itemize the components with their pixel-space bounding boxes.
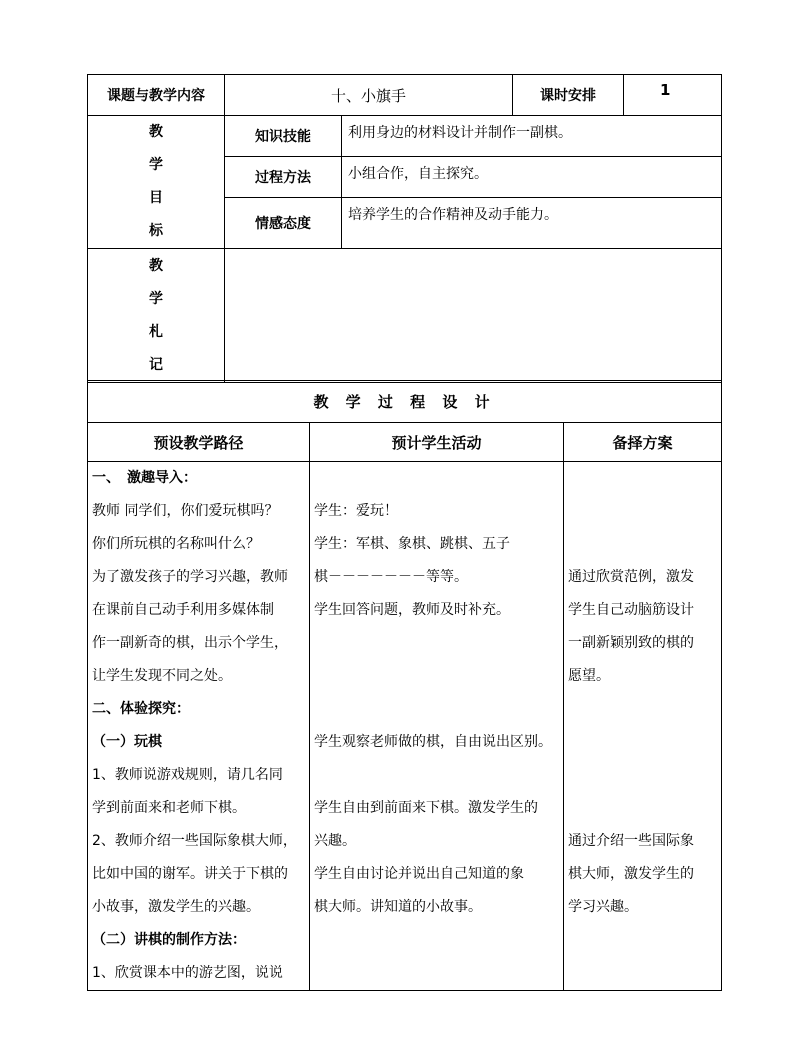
activity-line: 学生观察老师做的棋，自由说出区别。 bbox=[314, 734, 552, 750]
student-activity-cell bbox=[310, 462, 564, 991]
alternative-line bbox=[568, 462, 717, 495]
path-line: 为了激发孩子的学习兴趣，教师 bbox=[92, 569, 288, 585]
path-line: 1、欣赏课本中的游艺图，说说 bbox=[92, 965, 283, 981]
notes-label-char: 学 bbox=[149, 290, 163, 307]
process-title: 教 学 过 程 设 计 bbox=[88, 381, 722, 423]
goals-label-char: 标 bbox=[149, 223, 163, 239]
alternative-line bbox=[568, 726, 717, 759]
notes-vertical-label bbox=[88, 249, 225, 383]
teaching-path-cell bbox=[88, 462, 310, 991]
period-value: 1 bbox=[660, 81, 671, 99]
alternative-line bbox=[568, 957, 717, 990]
column-header-activity: 预计学生活动 bbox=[310, 423, 564, 462]
period-value-cell bbox=[624, 75, 722, 116]
path-line: （一）玩棋 bbox=[92, 734, 162, 750]
alternative-plan-cell bbox=[564, 462, 722, 991]
goals-vertical-label bbox=[88, 116, 225, 249]
path-line: 你们所玩棋的名称叫什么？ bbox=[92, 536, 260, 552]
process-table bbox=[87, 380, 722, 991]
goals-label-char: 学 bbox=[149, 157, 163, 173]
alternative-line bbox=[568, 924, 717, 957]
goal-name-process: 过程方法 bbox=[225, 156, 342, 197]
alternative-line: 愿望。 bbox=[568, 668, 610, 684]
activity-line: 学生：军棋、象棋、跳棋、五子 bbox=[314, 536, 510, 552]
activity-line bbox=[314, 924, 559, 957]
activity-line bbox=[314, 462, 559, 495]
path-line: 小故事，激发学生的兴趣。 bbox=[92, 899, 260, 915]
goals-label-char: 教 bbox=[149, 124, 163, 140]
alternative-line bbox=[568, 495, 717, 528]
activity-line: 学生：爱玩！ bbox=[314, 503, 398, 519]
column-header-alternative: 备择方案 bbox=[564, 423, 722, 462]
path-line: （二）讲棋的制作方法： bbox=[92, 932, 246, 948]
alternative-line: 通过介绍一些国际象 bbox=[568, 833, 694, 849]
alternative-line bbox=[568, 528, 717, 561]
activity-line: 棋－－－－－－－等等。 bbox=[314, 569, 468, 585]
goal-name-attitude: 情感态度 bbox=[225, 197, 342, 248]
goal-text-knowledge: 利用身边的材料设计并制作一副棋。 bbox=[342, 116, 722, 157]
path-line: 教师 同学们，你们爱玩棋吗？ bbox=[92, 503, 279, 519]
activity-line: 学生回答问题，教师及时补充。 bbox=[314, 602, 510, 618]
goal-text-attitude: 培养学生的合作精神及动手能力。 bbox=[342, 197, 722, 248]
column-header-path: 预设教学路径 bbox=[88, 423, 310, 462]
path-line: 2、教师介绍一些国际象棋大师， bbox=[92, 833, 297, 849]
path-line: 一、 激趣导入： bbox=[92, 470, 197, 486]
activity-line bbox=[314, 693, 559, 726]
goal-name-knowledge: 知识技能 bbox=[225, 116, 342, 157]
activity-line bbox=[314, 957, 559, 990]
alternative-line bbox=[568, 759, 717, 792]
alternative-line bbox=[568, 693, 717, 726]
notes-label-char: 札 bbox=[149, 323, 163, 340]
path-line: 让学生发现不同之处。 bbox=[92, 668, 232, 684]
alternative-line: 通过欣赏范例，激发 bbox=[568, 569, 694, 585]
activity-line bbox=[314, 660, 559, 693]
activity-line: 棋大师。讲知道的小故事。 bbox=[314, 899, 482, 915]
notes-label-char: 记 bbox=[149, 356, 163, 373]
path-line: 1、教师说游戏规则，请几名同 bbox=[92, 767, 283, 783]
alternative-line: 棋大师，激发学生的 bbox=[568, 866, 694, 882]
alternative-line: 学生自己动脑筋设计 bbox=[568, 602, 694, 618]
notes-label-char: 教 bbox=[149, 257, 163, 274]
path-line: 比如中国的谢军。讲关于下棋的 bbox=[92, 866, 288, 882]
alternative-line bbox=[568, 792, 717, 825]
lesson-title: 十、小旗手 bbox=[225, 75, 513, 116]
topic-label: 课题与教学内容 bbox=[88, 75, 225, 116]
notes-content bbox=[225, 249, 722, 383]
alternative-line: 学习兴趣。 bbox=[568, 899, 638, 915]
goals-label-char: 目 bbox=[149, 190, 163, 206]
activity-line bbox=[314, 759, 559, 792]
alternative-line: 一副新颖别致的棋的 bbox=[568, 635, 694, 651]
activity-line bbox=[314, 627, 559, 660]
period-label: 课时安排 bbox=[513, 75, 624, 116]
path-line: 作一副新奇的棋，出示个学生， bbox=[92, 635, 288, 651]
path-line: 二、体验探究： bbox=[92, 701, 190, 717]
goal-text-process: 小组合作，自主探究。 bbox=[342, 156, 722, 197]
path-line: 学到前面来和老师下棋。 bbox=[92, 800, 246, 816]
path-line: 在课前自己动手利用多媒体制 bbox=[92, 602, 274, 618]
activity-line: 兴趣。 bbox=[314, 833, 356, 849]
activity-line: 学生自由讨论并说出自己知道的象 bbox=[314, 866, 524, 882]
activity-line: 学生自由到前面来下棋。激发学生的 bbox=[314, 800, 538, 816]
lesson-info-table bbox=[87, 74, 722, 383]
